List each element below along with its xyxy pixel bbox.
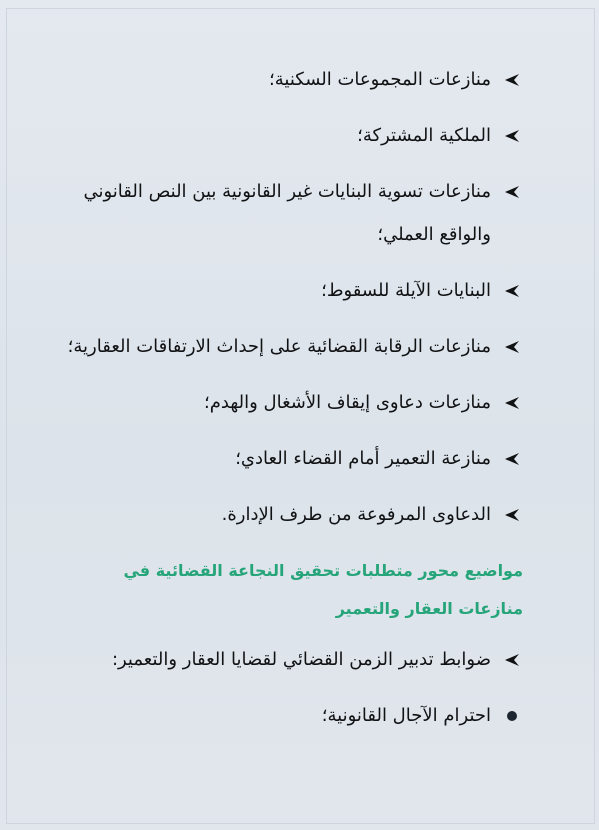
bullet-dot-icon — [501, 694, 523, 737]
list-item-text: منازعات دعاوى إيقاف الأشغال والهدم؛ — [204, 392, 491, 413]
list-item — [60, 269, 523, 312]
section-heading: مواضيع محور متطلبات تحقيق النجاعة القضائية في منازعات العقار والتعمير — [123, 561, 523, 618]
list-item — [60, 437, 523, 480]
list-item-text: منازعة التعمير أمام القضاء العادي؛ — [235, 448, 491, 469]
arrowhead-icon — [501, 325, 523, 368]
list-item-text: ضوابط تدبير الزمن القضائي لقضايا العقار والتعمير: — [111, 649, 491, 670]
arrowhead-icon — [501, 58, 523, 101]
list-item — [60, 325, 523, 368]
list-item-text: الملكية المشتركة؛ — [357, 125, 491, 146]
list-item-text: احترام الآجال القانونية؛ — [321, 705, 491, 726]
arrowhead-icon — [501, 638, 523, 681]
list-item — [60, 493, 523, 536]
list-item — [60, 114, 523, 157]
list-item — [60, 694, 523, 737]
arrowhead-icon — [501, 269, 523, 312]
arrowhead-icon — [501, 437, 523, 480]
list-item-text: منازعات المجموعات السكنية؛ — [269, 69, 491, 90]
list-item-text: الدعاوى المرفوعة من طرف الإدارة. — [221, 504, 491, 525]
list-item — [60, 170, 523, 256]
list-item — [60, 58, 523, 101]
list-item — [60, 381, 523, 424]
arrowhead-icon — [501, 493, 523, 536]
arrowhead-icon — [501, 381, 523, 424]
list-item-text: منازعات الرقابة القضائية على إحداث الارتفاقات العقارية؛ — [67, 336, 491, 357]
content-list — [60, 58, 523, 737]
arrowhead-icon — [501, 114, 523, 157]
list-item-text: البنايات الآيلة للسقوط؛ — [321, 280, 491, 301]
list-item-text: منازعات تسوية البنايات غير القانونية بين النص القانوني والواقع العملي؛ — [83, 181, 491, 245]
list-item — [60, 638, 523, 681]
arrowhead-icon — [501, 170, 523, 213]
